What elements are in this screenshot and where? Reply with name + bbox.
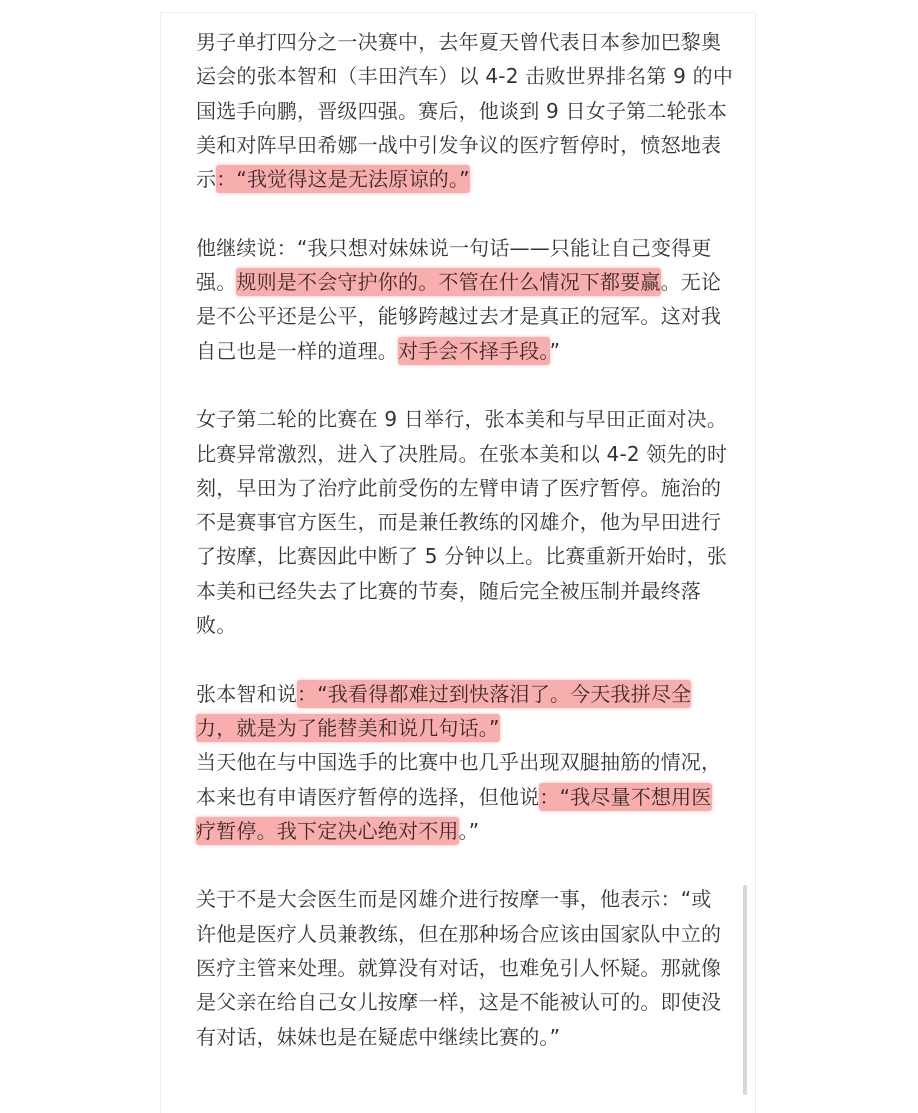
- text-segment: 自己也是一样的道理。: [196, 338, 398, 363]
- text-line: [196, 574, 736, 608]
- text-segment: ”: [549, 338, 561, 363]
- text-segment: 比赛异常激烈，进入了决胜局。在张本美和以 4-2 领先的时: [196, 441, 728, 466]
- text-line: [196, 59, 736, 93]
- text-segment: 不是赛事官方医生，而是兼任教练的冈雄介，他为早田进行: [196, 510, 722, 535]
- text-line: [196, 780, 736, 814]
- text-line: [196, 539, 736, 573]
- paragraph: [196, 231, 736, 368]
- text-line: [196, 402, 736, 436]
- text-line: [196, 917, 736, 951]
- highlighted-quote: ：“我觉得这是无法原谅的。”: [216, 167, 470, 192]
- paragraph: [196, 25, 736, 196]
- text-segment: 医疗主管来处理。就算没有对话，也难免引人怀疑。那就像: [196, 956, 722, 981]
- text-segment: 国选手向鹏，晋级四强。赛后，他谈到 9 日女子第二轮张本: [196, 98, 728, 123]
- text-segment: 了按摩，比赛因此中断了 5 分钟以上。比赛重新开始时，张: [196, 544, 728, 569]
- text-segment: 示: [196, 167, 217, 192]
- paragraph: [196, 677, 736, 848]
- paragraph: [196, 402, 736, 642]
- text-line: [196, 299, 736, 333]
- text-line: [196, 1020, 736, 1054]
- text-line: [196, 334, 736, 368]
- text-segment: 是不公平还是公平，能够跨越过去才是真正的冠军。这对我: [196, 304, 722, 329]
- text-segment: 强。: [196, 270, 237, 295]
- text-line: [196, 951, 736, 985]
- text-line: [196, 711, 736, 745]
- highlighted-quote: 对手会不择手段。: [398, 338, 550, 363]
- text-line: [196, 745, 736, 779]
- highlighted-quote: 疗暂停。我下定决心绝对不用: [196, 818, 459, 843]
- article-body: [196, 25, 736, 1088]
- text-line: [196, 882, 736, 916]
- text-line: [196, 265, 736, 299]
- text-segment: 女子第二轮的比赛在 9 日举行，张本美和与早田正面对决。: [196, 407, 728, 432]
- scrollbar[interactable]: [743, 885, 747, 1095]
- text-segment: 。”: [458, 818, 480, 843]
- text-segment: 刻，早田为了治疗此前受伤的左臂申请了医疗暂停。施治的: [196, 475, 722, 500]
- text-segment: 男子单打四分之一决赛中，去年夏天曾代表日本参加巴黎奥: [196, 30, 722, 54]
- text-line: [196, 25, 736, 59]
- highlighted-quote: ：“我看得都难过到快落泪了。今天我拼尽全: [297, 681, 692, 706]
- highlighted-quote: 规则是不会守护你的。不管在什么情况下都要赢: [236, 270, 661, 295]
- text-segment: 败。: [196, 613, 237, 638]
- text-line: [196, 162, 736, 196]
- text-segment: 本美和已经失去了比赛的节奏，随后完全被压制并最终落: [196, 578, 701, 603]
- text-line: [196, 231, 736, 265]
- text-segment: 当天他在与中国选手的比赛中也几乎出现双腿抽筋的情况，: [196, 750, 722, 775]
- text-line: [196, 814, 736, 848]
- highlighted-quote: ：“我尽量不想用医: [539, 784, 712, 809]
- text-segment: 是父亲在给自己女儿按摩一样，这是不能被认可的。即使没: [196, 990, 722, 1015]
- text-line: [196, 677, 736, 711]
- text-segment: 美和对阵早田希娜一战中引发争议的医疗暂停时，愤怒地表: [196, 132, 722, 157]
- paragraph: [196, 882, 736, 1053]
- text-segment: 张本智和说: [196, 681, 297, 706]
- highlighted-quote: 力，就是为了能替美和说几句话。”: [196, 715, 500, 740]
- text-line: [196, 128, 736, 162]
- text-segment: 运会的张本智和（丰田汽车）以 4-2 击败世界排名第 9 的中: [196, 64, 734, 89]
- text-segment: 他继续说：“我只想对妹妹说一句话——只能让自己变得更: [196, 235, 712, 260]
- text-segment: 本来也有申请医疗暂停的选择，但他说: [196, 784, 540, 809]
- text-segment: 有对话，妹妹也是在疑虑中继续比赛的。”: [196, 1024, 561, 1049]
- text-line: [196, 471, 736, 505]
- text-line: [196, 437, 736, 471]
- text-segment: 许他是医疗人员兼教练，但在那种场合应该由国家队中立的: [196, 921, 722, 946]
- text-segment: 关于不是大会医生而是冈雄介进行按摩一事，他表示：“或: [196, 887, 712, 912]
- text-line: [196, 94, 736, 128]
- text-line: [196, 608, 736, 642]
- text-line: [196, 505, 736, 539]
- text-segment: 。无论: [660, 270, 722, 295]
- text-line: [196, 985, 736, 1019]
